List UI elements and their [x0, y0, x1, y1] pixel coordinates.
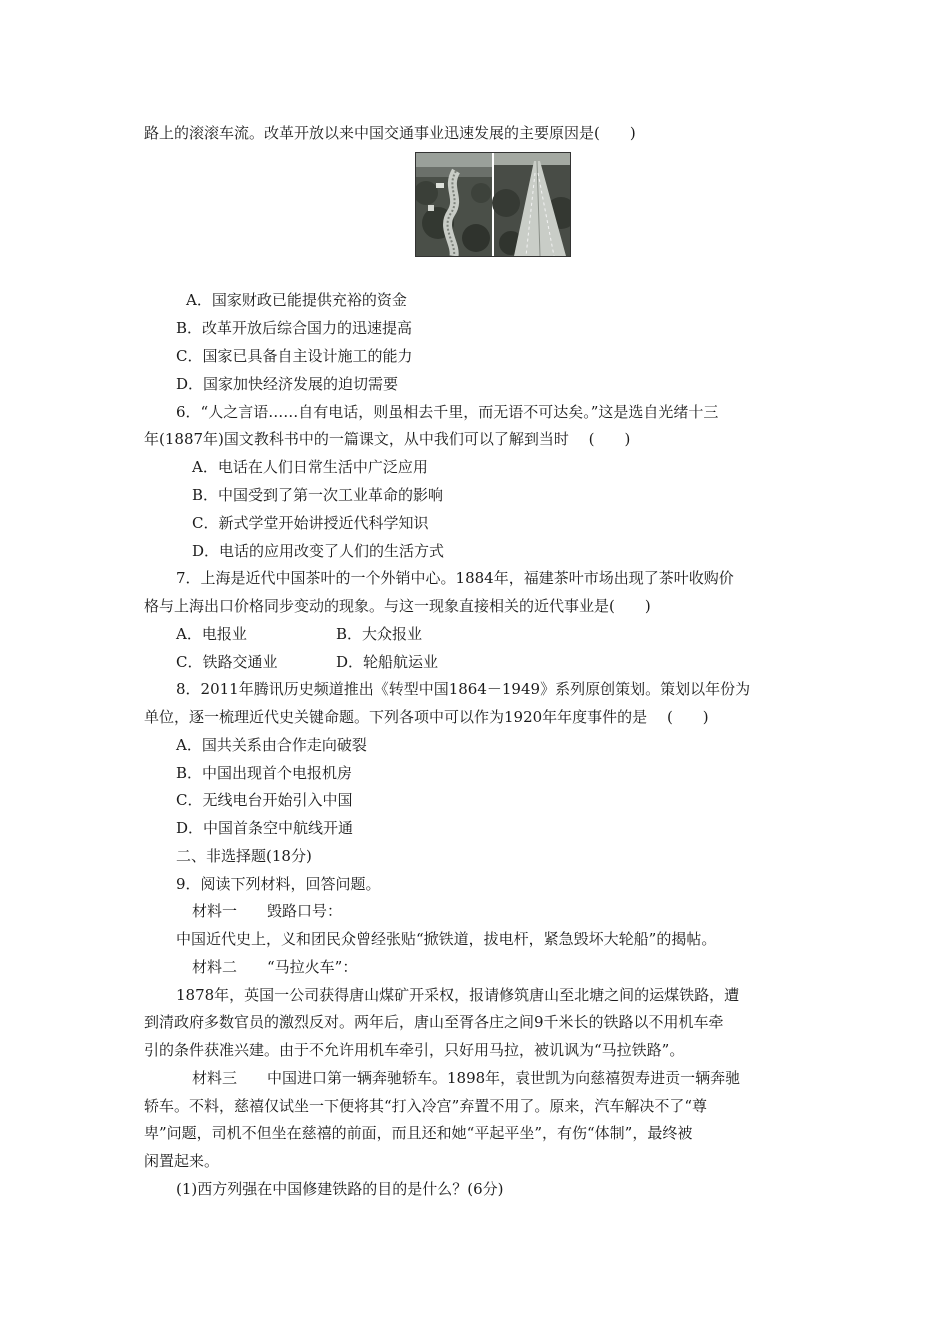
q8-option-b: B．中国出现首个电报机房: [176, 764, 353, 782]
material-two-line2: 到清政府多数官员的激烈反对。两年后，唐山至胥各庄之间9千米长的铁路以不用机车牵: [144, 1013, 724, 1031]
q6-option-c: C．新式学堂开始讲授近代科学知识: [192, 514, 429, 532]
q8-option-c: C．无线电台开始引入中国: [176, 791, 353, 809]
section-heading: 二、非选择题(18分): [176, 847, 312, 865]
q6-stem-line2: 年(1887年)国文教科书中的一篇课文，从中我们可以了解到当时 ( ): [144, 430, 631, 448]
q5-option-b: B．改革开放后综合国力的迅速提高: [176, 319, 413, 337]
q7-stem-line2: 格与上海出口价格同步变动的现象。与这一现象直接相关的近代事业是( ): [144, 597, 651, 615]
q6-option-b: B．中国受到了第一次工业革命的影响: [192, 486, 444, 504]
q7-stem-line1: 7．上海是近代中国茶叶的一个外销中心。1884年，福建茶叶市场出现了茶叶收购价: [176, 569, 734, 587]
material-one-text: 中国近代史上，义和团民众曾经张贴“掀铁道，拔电杆，紧急毁坏大轮船”的揭帖。: [176, 930, 717, 948]
material-three-line1: 材料三 中国进口第一辆奔驰轿车。1898年，袁世凯为向慈禧贺寿进贡一辆奔驰: [192, 1069, 741, 1087]
q7-option-c: C．铁路交通业: [176, 653, 278, 671]
material-two-line1: 1878年，英国一公司获得唐山煤矿开采权，报请修筑唐山至北塘之间的运煤铁路，遭: [176, 986, 740, 1004]
question-stem-intro: 路上的滚滚车流。改革开放以来中国交通事业迅速发展的主要原因是( ): [144, 124, 636, 142]
q7-option-a: A．电报业: [176, 625, 247, 643]
q5-option-a: A．国家财政已能提供充裕的资金: [186, 291, 407, 309]
q8-option-d: D．中国首条空中航线开通: [176, 819, 354, 837]
q8-option-a: A．国共关系由合作走向破裂: [176, 736, 367, 754]
q5-option-c: C．国家已具备自主设计施工的能力: [176, 347, 413, 365]
q6-option-d: D．电话的应用改变了人们的生活方式: [192, 542, 445, 560]
q7-option-b: B．大众报业: [336, 625, 423, 643]
highway-traffic-photo: [415, 152, 571, 257]
q9-sub-question-1: (1)西方列强在中国修建铁路的目的是什么？(6分): [176, 1180, 504, 1198]
material-one-title: 材料一 毁路口号：: [192, 902, 343, 920]
highway-photo-image: [416, 153, 570, 256]
material-two-title: 材料二 “马拉火车”：: [192, 958, 358, 976]
material-two-line3: 引的条件获准兴建。由于不允许用机车牵引，只好用马拉，被讥讽为“马拉铁路”。: [144, 1041, 685, 1059]
q7-option-d: D．轮船航运业: [336, 653, 439, 671]
material-three-line2: 轿车。不料，慈禧仅试坐一下便将其“打入冷宫”弃置不用了。原来，汽车解决不了“尊: [144, 1097, 708, 1115]
q8-stem-line1: 8．2011年腾讯历史频道推出《转型中国1864－1949》系列原创策划。策划以年份为: [176, 680, 751, 698]
q9-stem: 9．阅读下列材料，回答问题。: [176, 875, 381, 893]
q6-stem-line1: 6．“人之言语……自有电话，则虽相去千里，而无语不可达矣。”这是选自光绪十三: [176, 403, 719, 421]
q8-stem-line2: 单位，逐一梳理近代史关键命题。下列各项中可以作为1920年年度事件的是 ( ): [144, 708, 709, 726]
material-three-line3: 卑”问题，司机不但坐在慈禧的前面，而且还和她“平起平坐”，有伤“体制”，最终被: [144, 1124, 693, 1142]
q6-option-a: A．电话在人们日常生活中广泛应用: [192, 458, 428, 476]
material-three-line4: 闲置起来。: [144, 1152, 220, 1170]
q5-option-d: D．国家加快经济发展的迫切需要: [176, 375, 399, 393]
